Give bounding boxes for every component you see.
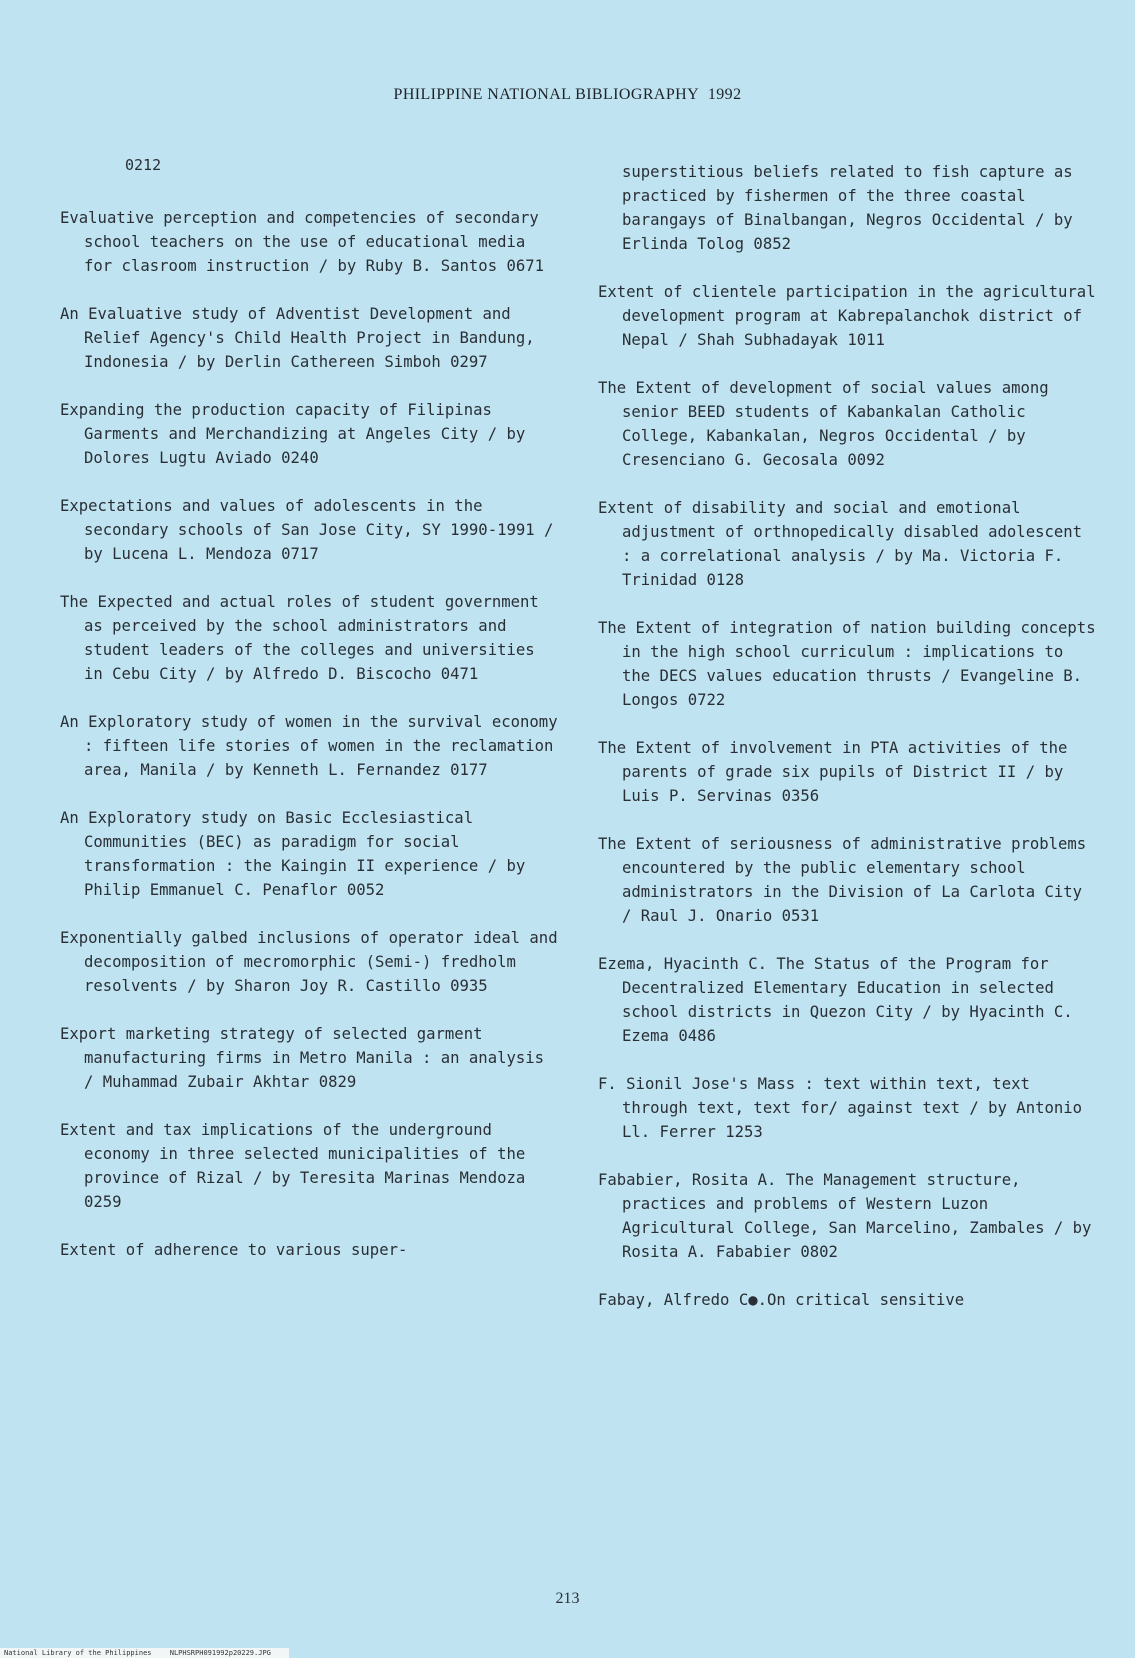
bibliography-entry: Exponentially galbed inclusions of operator ideal and decomposition of mecromorphic (Semi-) fredholm resolvents / by Sharon Joy R. Castillo 0935 xyxy=(60,929,558,995)
header-title: PHILIPPINE NATIONAL BIBLIOGRAPHY xyxy=(393,86,700,103)
entry-number: 0212 xyxy=(125,156,162,174)
bibliography-entry: Export marketing strategy of selected garment manufacturing firms in Metro Manila : an analysis / Muhammad Zubair Akhtar 0829 xyxy=(60,1025,545,1091)
running-header xyxy=(0,86,1135,104)
bibliography-entry: An Exploratory study of women in the survival economy : fifteen life stories of women in the reclamation area, Manila / by Kenneth L. Fernandez 0177 xyxy=(60,713,558,779)
bibliography-entry: Extent of adherence to various super- xyxy=(60,1241,408,1259)
bibliography-entry: Expanding the production capacity of Filipinas Garments and Merchandizing at Angeles City / by Dolores Lugtu Aviado 0240 xyxy=(60,401,526,467)
bibliography-entry: F. Sionil Jose's Mass : text within text, text through text, text for/ against text / by Antonio Ll. Ferrer 1253 xyxy=(598,1075,1083,1141)
bibliography-entry: The Expected and actual roles of student government as perceived by the school administrators and student leaders of the colleges and universities in Cebu City / by Alfredo D. Biscocho 0471 xyxy=(60,593,539,683)
right-column xyxy=(598,160,1098,1336)
bibliography-entry: The Extent of involvement in PTA activities of the parents of grade six pupils of District II / by Luis P. Servinas 0356 xyxy=(598,739,1068,805)
bibliography-entry: Expectations and values of adolescents in the secondary schools of San Jose City, SY 1990-1991 / by Lucena L. Mendoza 0717 xyxy=(60,497,554,563)
bibliography-entry: Fabay, Alfredo C●.On critical sensitive xyxy=(598,1291,965,1309)
bibliography-entry: Fababier, Rosita A. The Management structure, practices and problems of Western Luzon Agricultural College, San Marcelino, Zambales / by Rosita A. Fababier 0802 xyxy=(598,1171,1092,1261)
bibliography-entry: The Extent of seriousness of administrative problems encountered by the public elementary school administrators in the Division of La Carlota City / Raul J. Onario 0531 xyxy=(598,835,1087,925)
bibliography-entry: An Evaluative study of Adventist Development and Relief Agency's Child Health Project in Bandung, Indonesia / by Derlin Cathereen Simboh 0297 xyxy=(60,305,535,371)
bibliography-entry: Extent of clientele participation in the agricultural development program at Kabrepalanchok district of Nepal / Shah Subhadayak 1011 xyxy=(598,283,1096,349)
header-year: 1992 xyxy=(707,86,742,103)
bibliography-entry: The Extent of integration of nation building concepts in the high school curriculum : implications to the DECS values education thrusts / Evangeline B. Longos 0722 xyxy=(598,619,1096,709)
footer-file: NLPHSRPH091992p20229.JPG xyxy=(169,1649,271,1657)
page-number: 213 xyxy=(555,1590,580,1607)
bibliography-entry: The Extent of development of social values among senior BEED students of Kabankalan Catholic College, Kabankalan, Negros Occidental / by Cresenciano G. Gecosala 0092 xyxy=(598,379,1049,469)
left-column xyxy=(60,150,560,1286)
bibliography-entry: An Exploratory study on Basic Ecclesiastical Communities (BEC) as paradigm for social transformation : the Kaingin II experience / by Philip Emmanuel C. Penaflor 0052 xyxy=(60,809,526,899)
bibliography-entry: Extent and tax implications of the underground economy in three selected municipalities of the province of Rizal / by Teresita Marinas Mendoza 0259 xyxy=(60,1121,526,1211)
bibliography-entry: Ezema, Hyacinth C. The Status of the Program for Decentralized Elementary Education in selected school districts in Quezon City / by Hyacinth C. Ezema 0486 xyxy=(598,955,1073,1045)
bibliography-entry: Evaluative perception and competencies of secondary school teachers on the use of educational media for clasroom instruction / by Ruby B. Santos 0671 xyxy=(60,209,545,275)
scan-footer xyxy=(0,1648,289,1658)
footer-library: National Library of the Philippines xyxy=(4,1649,152,1657)
bibliography-entry: Extent of disability and social and emotional adjustment of orthnopedically disabled adolescent : a correlational analysis / by Ma. Victoria F. Trinidad 0128 xyxy=(598,499,1083,589)
continued-entry: superstitious beliefs related to fish capture as practiced by fishermen of the three coastal barangays of Binalbangan, Negros Occidental / by Erlinda Tolog 0852 xyxy=(622,163,1073,253)
